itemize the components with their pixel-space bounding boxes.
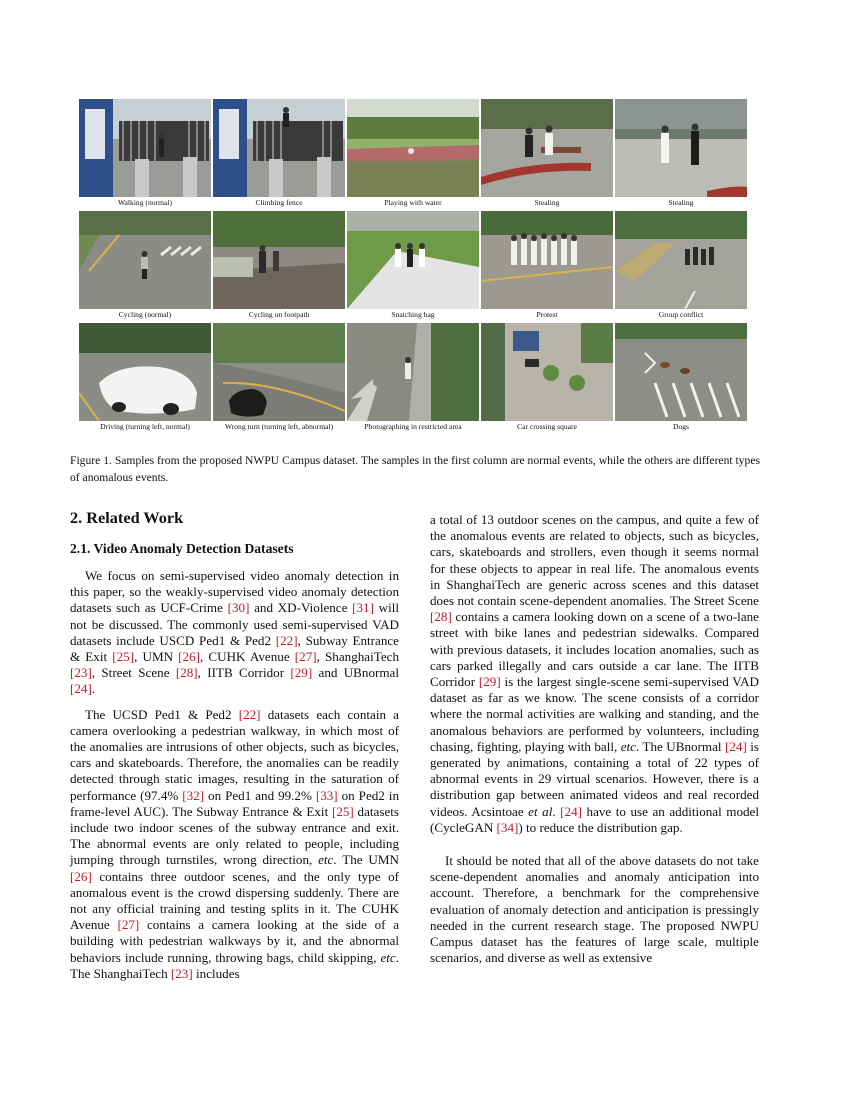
figure-sample (481, 99, 613, 208)
subsection-title: 2.1. Video Anomaly Detection Datasets (70, 541, 294, 556)
figure-1 (79, 99, 747, 435)
emphasis-text: etc (318, 852, 334, 868)
figure-row (79, 323, 747, 432)
citation-link[interactable]: [24] (724, 738, 747, 754)
sample-image-restricted-area (347, 323, 479, 421)
sample-image-group-conflict (615, 211, 747, 309)
citation-link[interactable]: [28] (175, 665, 198, 681)
right-column (430, 512, 759, 975)
emphasis-text: etc (380, 949, 396, 965)
sample-caption: Walking (normal) (117, 198, 172, 207)
citation-link[interactable]: [25] (112, 649, 135, 665)
citation-link[interactable]: [29] (290, 665, 313, 681)
citation-link[interactable]: [24] (70, 681, 92, 697)
citation-link[interactable]: [32] (182, 787, 205, 803)
figure-sample (79, 211, 211, 320)
sample-image-walking (79, 99, 211, 197)
sample-image-dark-car (213, 323, 345, 421)
figure-caption: Figure 1. Samples from the proposed NWPU Campus dataset. The samples in the first column are normal events, while the others are different types of anomalous events. (70, 454, 760, 484)
figure-sample (347, 323, 479, 432)
sample-caption: Group conflict (658, 310, 704, 319)
citation-link[interactable]: [25] (331, 803, 354, 819)
figure-sample (79, 99, 211, 208)
citation-link[interactable]: [26] (178, 649, 200, 665)
sample-caption: Dogs (672, 422, 690, 431)
section-title: 2. Related Work (70, 508, 184, 527)
citation-link[interactable]: [23] (70, 665, 92, 681)
citation-link[interactable]: [34] (496, 819, 519, 835)
paragraph: a total of 13 outdoor scenes on the campus, and quite a few of the anomalous events are related to objects, such as bicycles, cars, skateboards and strollers, even though it seems normal for these objects to appear in real life. The anomalous events in ShanghaiTech are generic across scenes and this dataset does not contain scene-dependent anomalies. The Street Scene [28] contains a camera looking down on a scene of a two-lane street with bike lanes and pedestrian sidewalks. Compared with previous datasets, it includes location anomalies, such as cars parked illegally and cars outside a car lane. The IITB Corridor [29] is the largest single-scene semi-supervised VAD dataset as far as we know. The scene consists of a corridor where the normal activities are walking and standing, and the anomalous behaviors are performed by volunteers, including chasing, fighting, playing with ball, etc. The UBnormal [24] is generated by animations, containing a total of 22 types of abnormal events in 29 virtual scenarios. However, there is a distribution gap between animated videos and real recorded videos. Acsintoae et al. [24] have to use an additional model (CycleGAN [34]) to reduce the distribution gap. (430, 512, 759, 835)
citation-link[interactable]: [23] (170, 965, 193, 981)
sample-image-climbing-fence (213, 99, 345, 197)
figure-sample (79, 323, 211, 432)
citation-link[interactable]: [24] (560, 803, 582, 819)
sample-image-car-square (481, 323, 613, 421)
sample-image-snatching-bag (347, 211, 479, 309)
sample-caption: Car crossing square (517, 422, 577, 431)
citation-link[interactable]: [22] (275, 632, 298, 648)
figure-row (79, 211, 747, 320)
emphasis-text: etc (620, 738, 636, 754)
figure-sample (213, 211, 345, 320)
paragraph: The UCSD Ped1 & Ped2 [22] datasets each contain a camera overlooking a pedestrian walkway, in which most of the anomalies are intrusions of other objects, such as bicycles, cars and skateboards. Therefore, the anomalies can be readily detected through static images, resulting in the saturation of performance (97.4% [32] on Ped1 and 99.2% [33] on Ped2 in frame-level AUC). The Subway Entrance & Exit [25] datasets include two indoor scenes of the subway entrance and exit. The abnormal events are only related to people, including jumping through turnstiles, wrong direction, etc. The UMN [26] contains three outdoor scenes, and the only type of anomalous event is the crowd dispersing suddenly. There are not any official training and testing splits in it. The CUHK Avenue [27] contains a camera looking at the side of a building with pedestrian walkways by it, and the abnormal behaviors include running, throwing bags, child skipping, etc. The ShanghaiTech [23] includes (70, 706, 400, 981)
sample-caption: Climbing fence (255, 198, 303, 207)
figure-sample (347, 211, 479, 320)
figure-sample (615, 99, 747, 208)
paragraph: It should be noted that all of the above datasets do not take scene-dependent anomalies and anomaly anticipation into account. Therefore, a benchmark for the comprehensive evaluation of anomaly detection and anticipation is pressingly needed in the current research stage. The proposed NWPU Campus dataset has the features of large scale, multiple scenarios, and diverse as well as extensive (430, 853, 759, 966)
sample-caption: Cycling (normal) (118, 310, 172, 319)
citation-link[interactable]: [29] (478, 674, 501, 690)
sample-caption: Photographing in restricted area (364, 422, 462, 431)
sample-caption: Driving (turning left, normal) (100, 422, 190, 431)
figure-sample (481, 323, 613, 432)
sample-image-stealing-plaza (615, 99, 747, 197)
sample-image-protest (481, 211, 613, 309)
citation-link[interactable]: [33] (315, 787, 338, 803)
sample-caption: Protest (536, 310, 558, 319)
sample-caption: Cycling on footpath (248, 310, 310, 319)
figure-sample (615, 323, 747, 432)
sample-caption: Snatching bag (391, 310, 435, 319)
figure-sample (481, 211, 613, 320)
paragraph: We focus on semi-supervised video anomaly detection in this paper, so the weakly-supervised video anomaly detection datasets such as UCF-Crime [30] and XD-Violence [31] will not be discussed. The commonly used semi-supervised VAD datasets include USCD Ped1 & Ped2 [22], Subway Entrance & Exit [25], UMN [26], CUHK Avenue [27], ShanghaiTech [23], Street Scene [28], IITB Corridor [29] and UBnormal [24]. (70, 568, 400, 697)
figure-sample (347, 99, 479, 208)
sample-image-playing-water (347, 99, 479, 197)
citation-link[interactable]: [27] (294, 649, 317, 665)
sample-image-white-car (79, 323, 211, 421)
citation-link[interactable]: [22] (238, 706, 261, 722)
figure-sample (213, 99, 345, 208)
left-column (70, 508, 399, 991)
sample-caption: Stealing (534, 198, 560, 207)
sample-image-cycling-road (79, 211, 211, 309)
citation-link[interactable]: [26] (70, 868, 92, 884)
sample-image-dogs (615, 323, 747, 421)
sample-caption: Stealing (668, 198, 694, 207)
emphasis-text: et al (528, 803, 553, 819)
figure-row (79, 99, 747, 208)
citation-link[interactable]: [28] (430, 609, 452, 625)
sample-image-stealing-bench (481, 99, 613, 197)
figure-sample (615, 211, 747, 320)
sample-caption: Wrong turn (turning left, abnormal) (224, 422, 334, 431)
citation-link[interactable]: [27] (117, 917, 140, 933)
sample-caption: Playing with water (384, 198, 442, 207)
figure-sample (213, 323, 345, 432)
citation-link[interactable]: [31] (352, 600, 374, 616)
sample-image-footpath (213, 211, 345, 309)
citation-link[interactable]: [30] (227, 600, 250, 616)
